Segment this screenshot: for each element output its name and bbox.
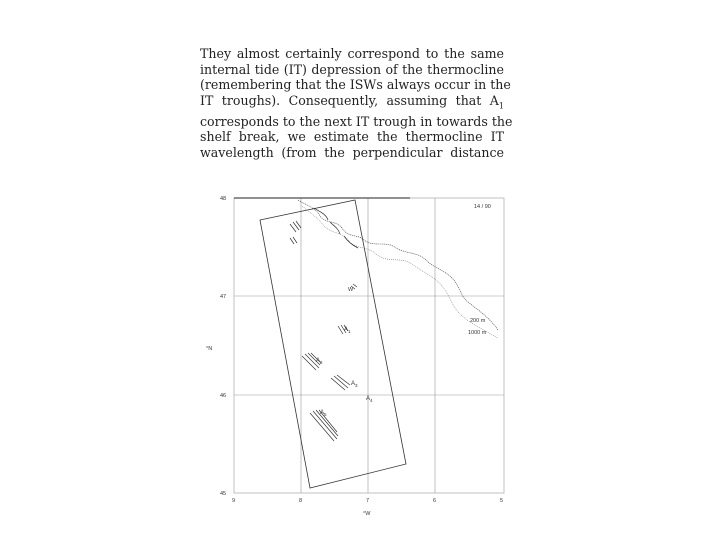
feature-label-a3: $A_3$ [351,381,358,388]
lon-axis-label: °W [363,511,371,517]
text-line-4-subscript: 1 [498,101,504,111]
lat-tick-45: 45 [220,491,227,497]
text-line-6: shelf break, we estimate the thermocline IT [200,129,504,145]
text-line-7: wavelength (from the perpendicular distance [200,145,504,161]
text-line-3: (remembering that the ISWs always occur in the [200,77,511,93]
text-line-5: corresponds to the next IT trough in towards the [200,113,513,129]
map-svg [198,188,518,528]
contour-1000m [302,206,498,338]
lon-tick-5: 5 [500,498,504,504]
lat-tick-47: 47 [220,294,227,300]
lon-tick-9: 9 [232,498,236,504]
date-label: 14 / 90 [474,204,491,210]
lat-tick-48: 48 [220,196,227,202]
depth-label-1000: 1000 m [468,330,487,336]
lon-tick-8: 8 [299,498,303,504]
sar-swath-outline [260,200,406,488]
text-line-4-main: IT troughs). Consequently, assuming that A [200,92,499,108]
feature-label-a5: $A_5$ [320,410,327,417]
text-line-4 [200,93,504,114]
lat-axis-label: °N [206,346,213,352]
sar-map-figure [198,188,518,528]
lat-tick-46: 46 [220,393,227,399]
feature-label-a1: $A_1$ [344,327,351,334]
shelf-break-marks [314,208,358,248]
feature-label-a2: $A_2$ [316,358,323,365]
map-frame [234,198,504,493]
depth-label-200: 200 m [470,318,486,324]
feature-label-a4: $A_4$ [366,396,373,403]
text-line-1: They almost certainly correspond to the same [200,46,504,61]
lon-tick-6: 6 [433,498,437,504]
text-line-2: internal tide (IT) depression of the thermocline [200,61,504,77]
lon-tick-7: 7 [366,498,370,504]
paragraph-text [200,46,513,161]
feature-label-w: W [348,287,354,293]
